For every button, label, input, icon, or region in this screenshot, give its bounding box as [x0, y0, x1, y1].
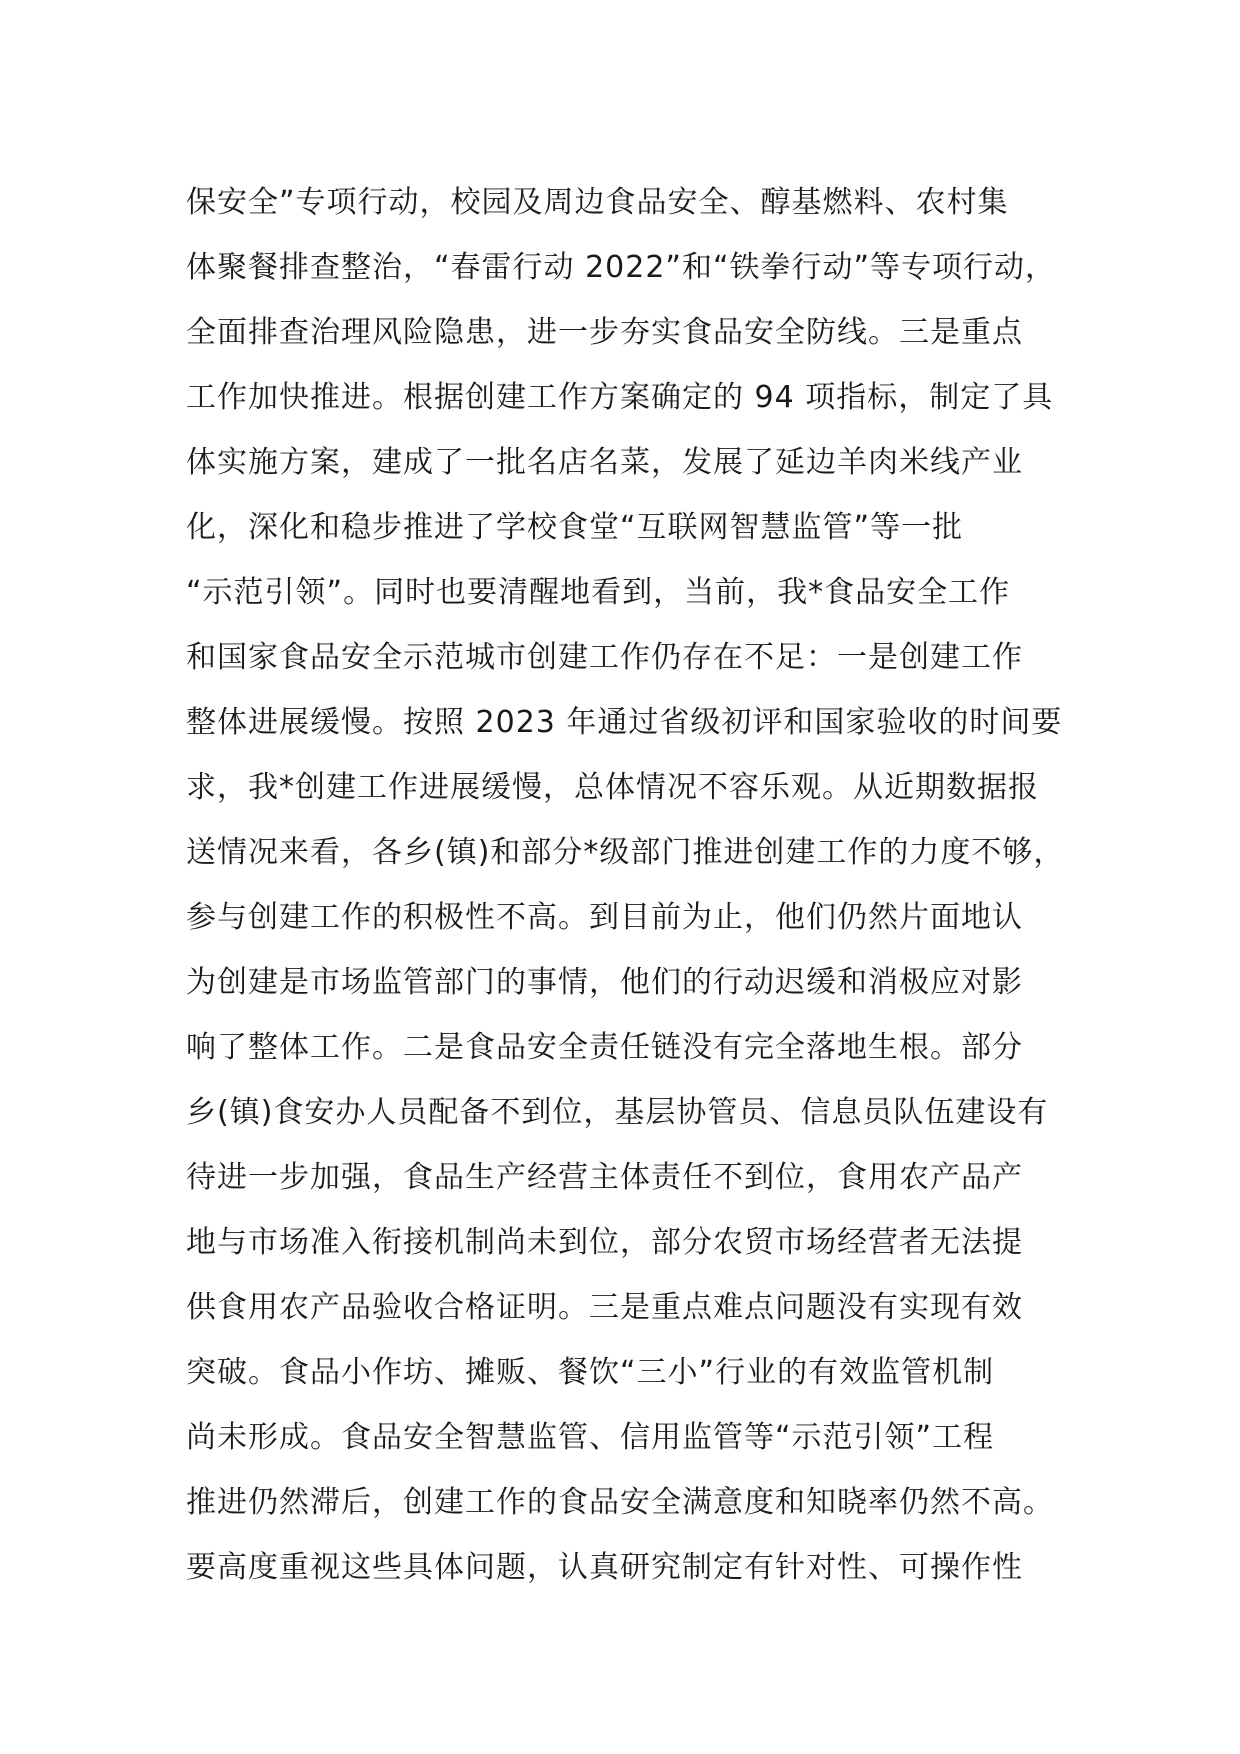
text-line: 地与市场准入衔接机制尚未到位，部分农贸市场经营者无法提 — [186, 1225, 1023, 1260]
text-line: 参与创建工作的积极性不高。到目前为止，他们仍然片面地认 — [186, 900, 1023, 935]
text-line: 和国家食品安全示范城市创建工作仍存在不足：一是创建工作 — [186, 640, 1023, 675]
text-line: 乡(镇)食安办人员配备不到位，基层协管员、信息员队伍建设有 — [186, 1095, 1049, 1130]
text-line: 待进一步加强，食品生产经营主体责任不到位，食用农产品产 — [186, 1160, 1023, 1195]
text-line: “示范引领”。同时也要清醒地看到，当前，我*食品安全工作 — [186, 575, 1011, 610]
text-line: 响了整体工作。二是食品安全责任链没有完全落地生根。部分 — [186, 1030, 1023, 1065]
text-line: 尚未形成。食品安全智慧监管、信用监管等“示范引领”工程 — [186, 1420, 995, 1455]
text-line: 要高度重视这些具体问题，认真研究制定有针对性、可操作性 — [186, 1550, 1023, 1585]
text-line: 送情况来看，各乡(镇)和部分*级部门推进创建工作的力度不够， — [186, 835, 1065, 870]
text-line: 为创建是市场监管部门的事情，他们的行动迟缓和消极应对影 — [186, 965, 1023, 1000]
text-line: 供食用农产品验收合格证明。三是重点难点问题没有实现有效 — [186, 1290, 1023, 1325]
text-line: 全面排查治理风险隐患，进一步夯实食品安全防线。三是重点 — [186, 315, 1023, 350]
text-line: 体聚餐排查整治，“春雷行动 2022”和“铁拳行动”等专项行动， — [186, 250, 1057, 285]
text-line: 体实施方案，建成了一批名店名菜，发展了延边羊肉米线产业 — [186, 445, 1023, 480]
text-line: 求，我*创建工作进展缓慢，总体情况不容乐观。从近期数据报 — [186, 770, 1039, 805]
text-line: 工作加快推进。根据创建工作方案确定的 94 项指标，制定了具 — [186, 380, 1054, 415]
text-line: 整体进展缓慢。按照 2023 年通过省级初评和国家验收的时间要 — [186, 705, 1063, 740]
text-line: 保安全”专项行动，校园及周边食品安全、醇基燃料、农村集 — [186, 185, 1009, 220]
text-line: 推进仍然滞后，创建工作的食品安全满意度和知晓率仍然不高。 — [186, 1485, 1054, 1520]
text-line: 突破。食品小作坊、摊贩、餐饮“三小”行业的有效监管机制 — [186, 1355, 995, 1390]
text-line: 化，深化和稳步推进了学校食堂“互联网智慧监管”等一批 — [186, 510, 964, 545]
body-paragraph — [186, 170, 1086, 1600]
